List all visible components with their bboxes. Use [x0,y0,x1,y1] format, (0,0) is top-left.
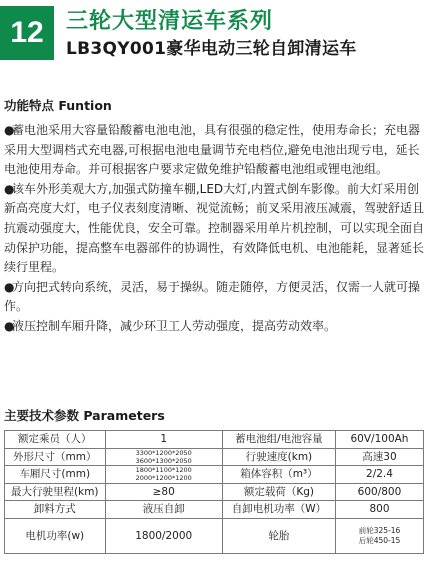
param-label: 自卸电机功率（W） [222,501,335,519]
param-value: 高速30 [335,448,423,466]
series-title: 三轮大型清运车系列 [66,9,274,34]
param-value: 60V/100Ah [335,431,423,449]
features-heading: 功能特点 Funtion [4,98,112,113]
param-value-line: 3600*1300*2050 [135,456,192,465]
table-row [5,501,424,519]
features-list [4,121,424,337]
param-label: 行驶速度(km) [222,448,335,466]
param-value-line: 2000*1200*1200 [135,474,192,483]
param-value: ≥80 [105,483,222,501]
product-title: LB3QY001豪华电动三轮自卸清运车 [66,39,357,59]
bullet-icon: ● [4,181,15,196]
param-value: 液压自卸 [105,501,222,519]
param-value [105,448,222,466]
feature-item [4,121,424,180]
param-value: 1 [105,431,222,449]
param-value: 600/800 [335,483,423,501]
param-value [105,466,222,484]
table-row [5,431,424,449]
param-label: 电机功率(w) [5,518,106,553]
param-label: 最大行驶里程(km) [5,483,106,501]
series-number-badge: 12 [0,6,54,60]
feature-text: 该车外形美观大方,加强式防撞车棚,LED大灯,内置式倒车影像。前大灯采用创新高亮度大灯，电子仪表刻度清晰、视觉流畅；前叉采用液压减震，驾驶舒适且抗震动强度大，性能优良，安全可靠。控制器采用单片机控制，可以实现全面自动保护功能，提高整车电器部件的协调性，有效降低电机、电池能耗，显著延长续行里程。 [4,181,425,275]
table-row [5,466,424,484]
param-label: 箱体容积（m³） [222,466,335,484]
param-value-line: 1800*1100*1200 [135,466,192,475]
parameters-heading: 主要技术参数 Parameters [4,408,165,423]
feature-text: 蓄电池采用大容量铅酸蓄电池电池，具有很强的稳定性，使用寿命长；充电器采用大型调档式充电器,可根据电池电量调节充电档位,避免电池出现亏电，延长电池使用寿命。并可根据客户要求定做免维护铅酸蓄电池组或锂电池组。 [4,123,421,177]
table-row [5,448,424,466]
param-label: 外形尺寸（mm） [5,448,106,466]
header [0,0,428,70]
param-label: 额定载荷（Kg) [222,483,335,501]
feature-item [4,180,424,278]
feature-text: 液压控制车厢升降，减少环卫工人劳动强度，提高劳动效率。 [12,318,337,333]
param-label: 轮胎 [222,518,335,553]
param-label: 车厢尺寸(mm) [5,466,106,484]
bullet-icon: ● [4,279,15,294]
table-row [5,483,424,501]
param-value: 2/2.4 [335,466,423,484]
bullet-icon: ● [4,123,15,137]
param-value-line: 3300*1200*2050 [135,448,192,457]
feature-text: 方向把式转向系统，灵活，易于操纵。随走随停，方便灵活，仅需一人就可操作。 [4,279,421,314]
param-value: 1800/2000 [105,518,222,553]
parameters-table [4,430,424,554]
param-label: 卸料方式 [5,501,106,519]
table-row [5,518,424,553]
bullet-icon: ● [4,318,15,333]
param-value [335,518,423,553]
param-label: 额定乘员（人） [5,431,106,449]
param-value-line: 前轮325-16 [358,525,401,535]
feature-item [4,278,424,317]
param-value-line: 后轮450-15 [358,535,401,545]
feature-item [4,317,424,337]
param-value: 800 [335,501,423,519]
param-label: 蓄电池组/电池容量 [222,431,335,449]
